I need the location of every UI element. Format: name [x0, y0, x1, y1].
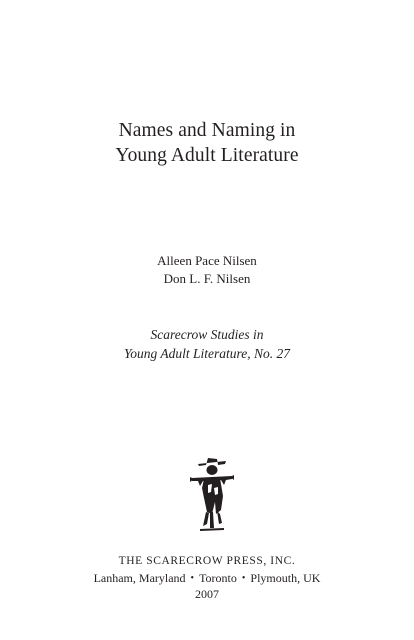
series-title-line-1: Scarecrow Studies in — [150, 327, 264, 342]
book-title-line-2: Young Adult Literature — [115, 145, 299, 166]
publisher-location: Lanham, Maryland — [93, 571, 186, 585]
publisher-name: THE SCARECROW PRESS, INC. — [118, 555, 296, 567]
series-title-line-2: Young Adult Literature, No. 27 — [123, 346, 291, 361]
author-name: Don L. F. Nilsen — [163, 271, 251, 286]
book-title — [0, 118, 414, 168]
series-title — [0, 325, 414, 363]
authors — [0, 252, 414, 288]
scarecrow-figure-icon — [188, 452, 236, 532]
publisher-location: Toronto — [199, 571, 237, 585]
author-name: Alleen Pace Nilsen — [157, 253, 257, 268]
book-title-line-1: Names and Naming in — [118, 120, 296, 141]
publication-year: 2007 — [195, 587, 219, 601]
publisher-location: Plymouth, UK — [250, 571, 321, 585]
bullet-separator: • — [190, 573, 195, 584]
bullet-separator: • — [241, 573, 246, 584]
